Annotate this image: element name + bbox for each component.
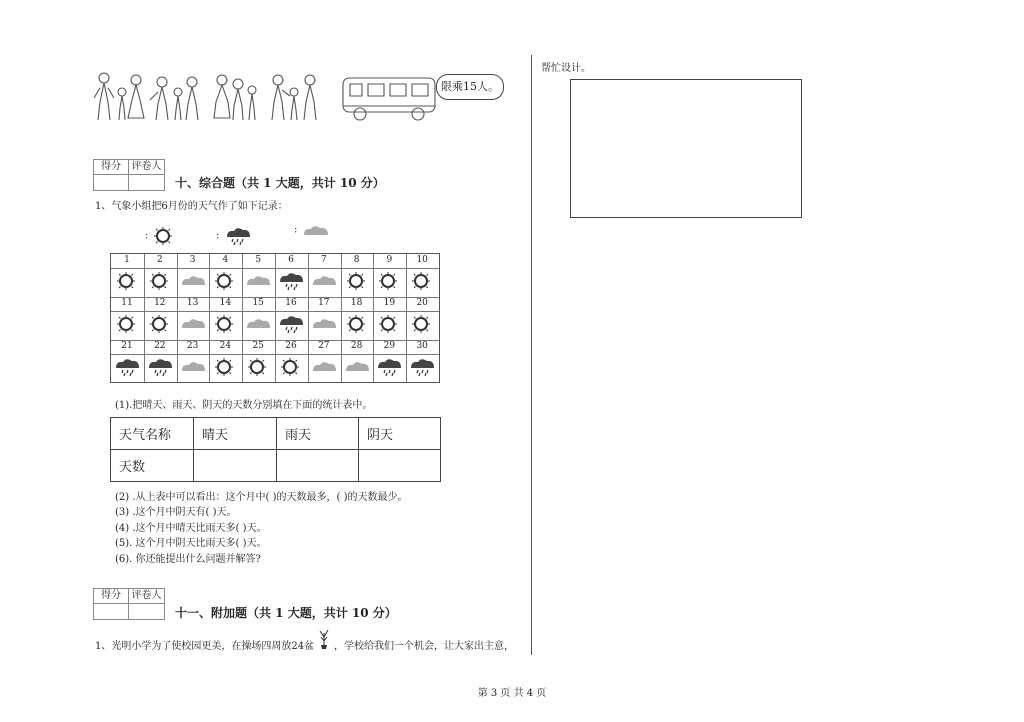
sub-question-1: (1).把晴天、雨天、阴天的天数分别填在下面的统计表中。 (115, 400, 373, 411)
column-divider (531, 55, 532, 655)
score-label: 得分 (94, 589, 129, 604)
bus-sign: 限乘15人。 (436, 74, 504, 100)
grid-line (242, 254, 243, 382)
calendar-day-number: 21 (121, 341, 133, 351)
calendar-day-number: 27 (318, 341, 330, 351)
weather-calendar (110, 253, 440, 383)
calendar-day-number: 7 (320, 255, 327, 265)
calendar-day-number: 1 (124, 255, 130, 265)
sun-icon (410, 271, 436, 293)
sun-icon (115, 314, 141, 336)
grid-line (275, 254, 276, 382)
cloud-icon (312, 314, 338, 336)
calendar-day-number: 20 (416, 298, 428, 308)
cloud-icon (246, 271, 272, 293)
rain-icon (223, 226, 253, 246)
grid-line (308, 254, 309, 382)
cloud-icon (246, 314, 272, 336)
cloud-icon (301, 222, 331, 238)
grader-label: 评卷人 (129, 160, 164, 175)
stats-cell: 天气名称 (111, 418, 194, 450)
sun-icon (115, 271, 141, 293)
rain-icon (279, 314, 305, 336)
sub-question-2: (2) .从上表中可以看出：这个月中( )的天数最多，( )的天数最少。 (115, 492, 408, 503)
sun-icon (213, 357, 239, 379)
cloud-icon (181, 271, 207, 293)
calendar-day-number: 23 (186, 341, 199, 351)
stats-row-header (111, 418, 441, 450)
sun-icon (152, 226, 174, 246)
page-footer: 第 3 页 共 4 页 (477, 688, 547, 699)
question-1-text: 1、气象小组把6月份的天气作了如下记录： (95, 201, 288, 212)
grid-line (144, 254, 145, 382)
calendar-day-number: 12 (154, 298, 166, 308)
calendar-day-number: 3 (189, 255, 196, 265)
calendar-day-number: 4 (222, 255, 229, 265)
calendar-day-number: 29 (383, 341, 396, 351)
stats-input-cloudy[interactable] (359, 450, 441, 482)
calendar-day-number: 2 (156, 255, 163, 265)
sub-question-6: (6). 你还能提出什么问题并解答? (115, 554, 261, 565)
sun-icon (213, 314, 239, 336)
calendar-day-number: 17 (318, 298, 330, 308)
calendar-day-number: 22 (154, 341, 166, 351)
sun-icon (148, 314, 174, 336)
design-answer-box[interactable] (570, 79, 802, 218)
calendar-day-number: 11 (121, 298, 133, 308)
stats-table (110, 417, 441, 482)
rain-icon (279, 271, 305, 293)
rain-icon (115, 357, 141, 379)
sun-icon (279, 357, 305, 379)
cloud-icon (181, 357, 207, 379)
calendar-day-number: 13 (186, 298, 199, 308)
rain-icon (377, 357, 403, 379)
grader-label: 评卷人 (129, 589, 164, 604)
question-continuation: 帮忙设计。 (541, 63, 591, 74)
calendar-day-number: 16 (285, 298, 297, 308)
sun-icon (148, 271, 174, 293)
calendar-day-number: 15 (252, 298, 264, 308)
plant-pot-icon (318, 627, 330, 649)
calendar-day-number: 25 (252, 341, 264, 351)
sun-icon (246, 357, 272, 379)
stats-input-rainy[interactable] (277, 450, 359, 482)
calendar-day-number: 14 (219, 298, 232, 308)
question-11-1-text-b: ，学校给我们一个机会，让大家出主意， (334, 641, 514, 652)
score-box (93, 588, 165, 620)
sub-question-3: (3) .这个月中阴天有( )天。 (115, 507, 237, 518)
sun-icon (345, 314, 371, 336)
sun-icon (377, 271, 403, 293)
calendar-day-number: 19 (383, 298, 396, 308)
calendar-day-number: 6 (288, 255, 294, 265)
sun-icon (345, 271, 371, 293)
calendar-day-number: 10 (416, 255, 428, 265)
cloud-icon (312, 271, 338, 293)
calendar-day-number: 24 (219, 341, 232, 351)
stats-cell: 天数 (111, 450, 194, 482)
cloud-icon (345, 357, 371, 379)
calendar-day-number: 26 (285, 341, 297, 351)
rain-icon (148, 357, 174, 379)
sun-icon (410, 314, 436, 336)
question-11-1-text-a: 1、光明小学为了使校园更美，在操场四周放24盆 (95, 641, 315, 652)
grid-line (177, 254, 178, 382)
grid-line (341, 254, 342, 382)
score-box (93, 159, 165, 191)
calendar-day-number: 5 (255, 255, 262, 265)
stats-row-count (111, 450, 441, 482)
grid-line (406, 254, 407, 382)
calendar-day-number: 8 (353, 255, 360, 265)
stats-cell: 晴天 (194, 418, 277, 450)
sun-icon (377, 314, 403, 336)
cloud-icon (312, 357, 338, 379)
calendar-day-number: 18 (350, 298, 363, 308)
score-label: 得分 (94, 160, 129, 175)
grid-line (209, 254, 210, 382)
section-10-title: 十、综合题（共 1 大题，共计 10 分） (175, 176, 385, 190)
calendar-day-number: 28 (350, 341, 363, 351)
calendar-day-number: 9 (386, 255, 393, 265)
stats-cell: 阴天 (359, 418, 441, 450)
legend-cloud: : (294, 222, 331, 238)
sub-question-4: (4) .这个月中晴天比雨天多( )天。 (115, 523, 267, 534)
sun-icon (213, 271, 239, 293)
legend-rain: : (216, 226, 253, 246)
section-11-title: 十一、附加题（共 1 大题，共计 10 分） (175, 606, 397, 620)
grid-line (373, 254, 374, 382)
legend-sun: : (145, 226, 174, 246)
cloud-icon (181, 314, 207, 336)
calendar-day-number: 30 (416, 341, 428, 351)
stats-cell: 雨天 (277, 418, 359, 450)
rain-icon (410, 357, 436, 379)
stats-input-sunny[interactable] (194, 450, 277, 482)
sub-question-5: (5). 这个月中阴天比雨天多( )天。 (115, 538, 267, 549)
